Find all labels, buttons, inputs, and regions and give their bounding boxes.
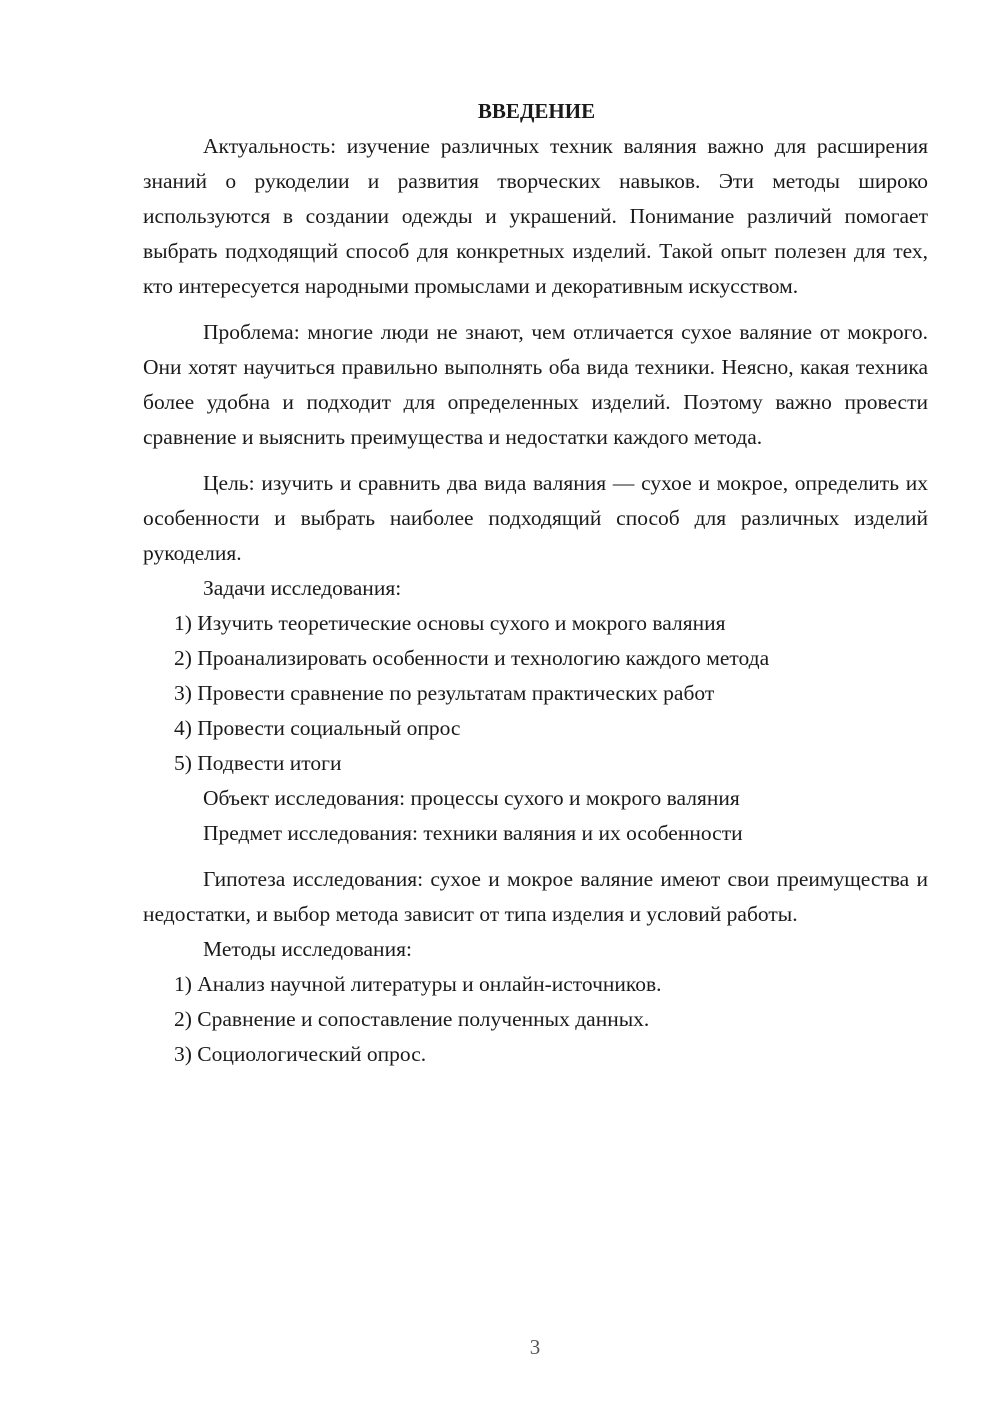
list-item: 3) Провести сравнение по результатам практических работ bbox=[174, 681, 715, 705]
relevance-paragraph: Актуальность: изучение различных техник валяния важно для расширения знаний о рукоделии и развития творческих навыков. Эти методы широко используются в создании одежды и украшений. Понимание различий помогает выбрать подходящий способ для конкретных изделий. Такой опыт полезен для тех, кто интересуется народными промыслами и декоративным искусством. bbox=[143, 134, 928, 298]
list-item: 2) Проанализировать особенности и технологию каждого метода bbox=[174, 646, 770, 670]
list-item: 2) Сравнение и сопоставление полученных данных. bbox=[174, 1007, 650, 1031]
page-body bbox=[143, 94, 928, 1072]
list-item: 3) Социологический опрос. bbox=[174, 1042, 427, 1066]
list-item: 1) Анализ научной литературы и онлайн-источников. bbox=[174, 972, 662, 996]
list-item: 1) Изучить теоретические основы сухого и мокрого валяния bbox=[174, 611, 726, 635]
list-item: 4) Провести социальный опрос bbox=[174, 716, 461, 740]
hypothesis-paragraph: Гипотеза исследования: сухое и мокрое валяние имеют свои преимущества и недостатки, и выбор метода зависит от типа изделия и условий работы. bbox=[143, 867, 928, 926]
methods-list bbox=[143, 967, 928, 1072]
page-title: ВВЕДЕНИЕ bbox=[477, 99, 596, 123]
goal-paragraph: Цель: изучить и сравнить два вида валяния — сухое и мокрое, определить их особенности и выбрать наиболее подходящий способ для различных изделий рукоделия. bbox=[143, 471, 928, 565]
list-item: 5) Подвести итоги bbox=[174, 751, 342, 775]
object-paragraph: Объект исследования: процессы сухого и мокрого валяния bbox=[203, 786, 740, 810]
subject-paragraph: Предмет исследования: техники валяния и их особенности bbox=[203, 821, 743, 845]
problem-paragraph: Проблема: многие люди не знают, чем отличается сухое валяние от мокрого. Они хотят научиться правильно выполнять оба вида техники. Неясно, какая техника более удобна и подходит для определенных изделий. Поэтому важно провести сравнение и выяснить преимущества и недостатки каждого метода. bbox=[143, 320, 928, 449]
page-number: 3 bbox=[529, 1335, 541, 1359]
tasks-list bbox=[143, 606, 928, 781]
methods-heading: Методы исследования: bbox=[203, 937, 412, 961]
tasks-heading: Задачи исследования: bbox=[203, 576, 402, 600]
